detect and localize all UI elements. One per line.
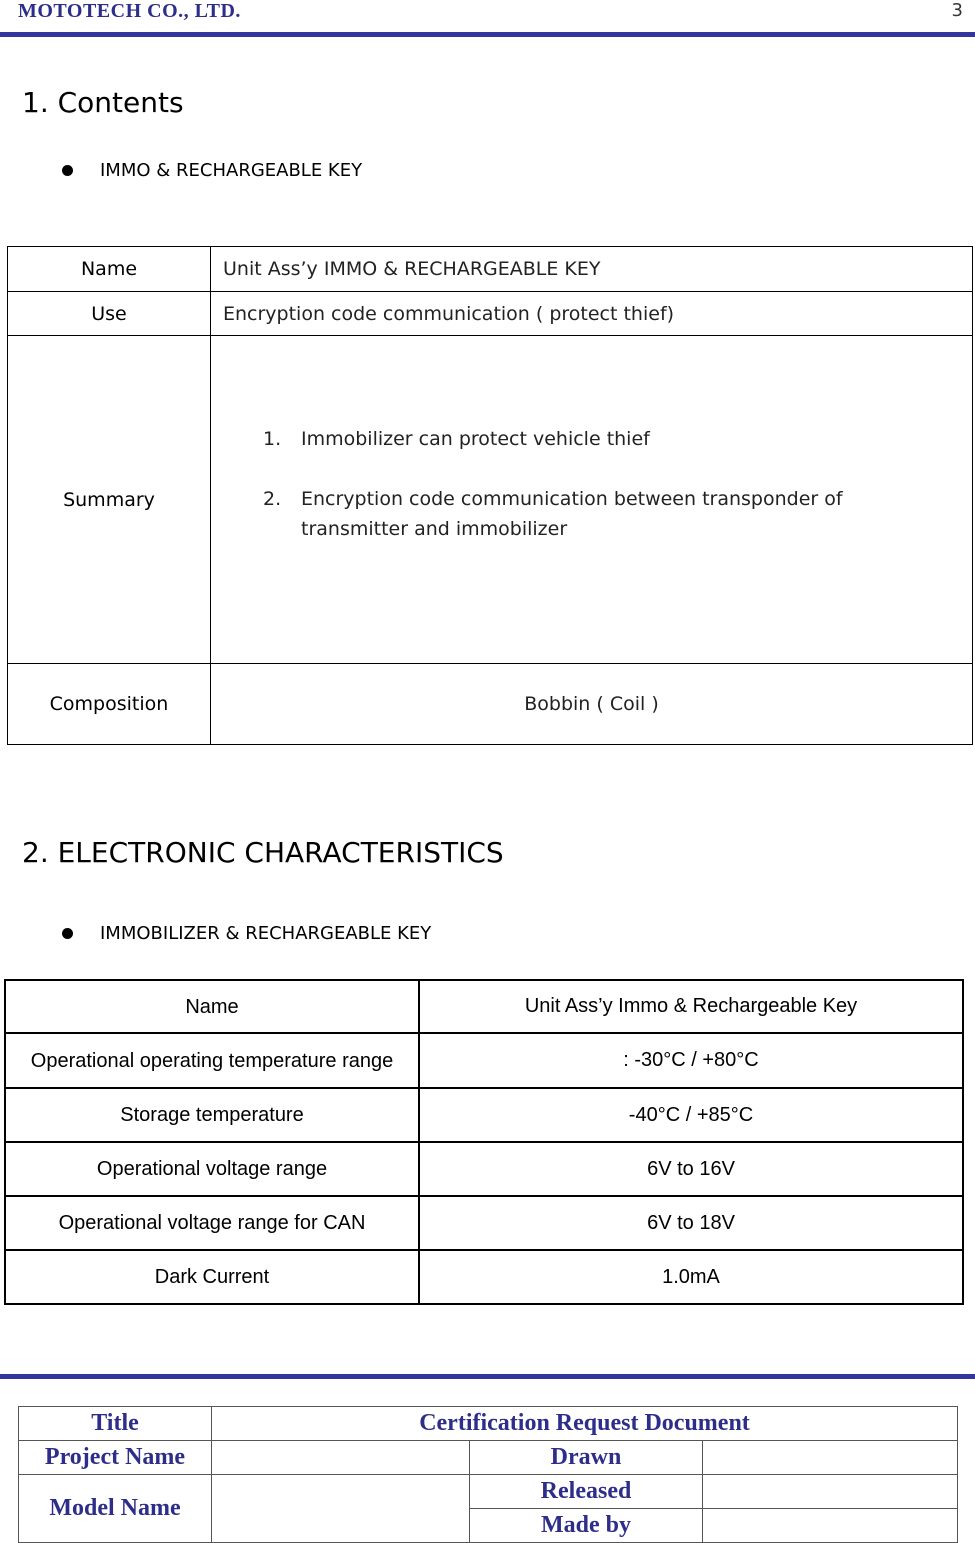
bullet-dot-icon bbox=[62, 165, 73, 176]
row-value: 1.0mA bbox=[419, 1250, 963, 1304]
list-item bbox=[263, 484, 972, 544]
table-row bbox=[8, 664, 973, 745]
section-1-title: 1. Contents bbox=[22, 86, 184, 119]
released-value bbox=[703, 1475, 958, 1509]
bullet-dot-icon bbox=[62, 928, 73, 939]
composition-value: Bobbin ( Coil ) bbox=[211, 664, 973, 745]
row-value: 6V to 18V bbox=[419, 1196, 963, 1250]
section-1-bullet-text: IMMO & RECHARGEABLE KEY bbox=[100, 160, 363, 181]
project-name-value bbox=[212, 1441, 470, 1475]
table-row bbox=[8, 247, 973, 292]
table-row bbox=[5, 1196, 963, 1250]
contents-table bbox=[7, 246, 973, 745]
table-row bbox=[5, 1088, 963, 1142]
footer-rule bbox=[0, 1374, 975, 1379]
section-2-title: 2. ELECTRONIC CHARACTERISTICS bbox=[22, 836, 504, 869]
summary-item-number: 2. bbox=[263, 488, 282, 510]
drawn-label: Drawn bbox=[470, 1441, 703, 1475]
footer-table bbox=[18, 1406, 958, 1543]
header-rule bbox=[0, 32, 975, 37]
table-header-row bbox=[5, 980, 963, 1033]
electronic-characteristics-table bbox=[4, 979, 964, 1305]
table-row bbox=[8, 292, 973, 336]
summary-cell bbox=[211, 336, 973, 664]
summary-item-text: Immobilizer can protect vehicle thief bbox=[301, 428, 650, 450]
project-name-label: Project Name bbox=[19, 1441, 212, 1475]
table-row bbox=[5, 1142, 963, 1196]
table-row bbox=[19, 1475, 958, 1509]
column-header-value: Unit Ass’y Immo & Rechargeable Key bbox=[419, 980, 963, 1033]
row-value: -40°C / +85°C bbox=[419, 1088, 963, 1142]
section-2-bullet-text: IMMOBILIZER & RECHARGEABLE KEY bbox=[100, 923, 432, 944]
company-name: MOTOTECH CO., LTD. bbox=[18, 0, 241, 22]
table-row bbox=[5, 1250, 963, 1304]
list-item bbox=[263, 424, 972, 454]
summary-item-number: 1. bbox=[263, 428, 282, 450]
table-row bbox=[5, 1033, 963, 1088]
title-label: Title bbox=[19, 1407, 212, 1441]
name-value: Unit Ass’y IMMO & RECHARGEABLE KEY bbox=[211, 247, 973, 292]
use-label: Use bbox=[8, 292, 211, 336]
composition-label: Composition bbox=[8, 664, 211, 745]
row-value: 6V to 16V bbox=[419, 1142, 963, 1196]
summary-list bbox=[211, 424, 972, 544]
model-name-value bbox=[212, 1475, 470, 1543]
summary-label: Summary bbox=[8, 336, 211, 664]
released-label: Released bbox=[470, 1475, 703, 1509]
table-row bbox=[19, 1441, 958, 1475]
row-label: Operational voltage range for CAN bbox=[5, 1196, 419, 1250]
table-row bbox=[8, 336, 973, 664]
row-label: Operational operating temperature range bbox=[5, 1033, 419, 1088]
made-by-label: Made by bbox=[470, 1509, 703, 1543]
made-by-value bbox=[703, 1509, 958, 1543]
summary-item-text: Encryption code communication between transponder of transmitter and immobilizer bbox=[301, 488, 843, 540]
use-value: Encryption code communication ( protect thief) bbox=[211, 292, 973, 336]
name-label: Name bbox=[8, 247, 211, 292]
row-label: Storage temperature bbox=[5, 1088, 419, 1142]
column-header-name: Name bbox=[5, 980, 419, 1033]
title-value: Certification Request Document bbox=[212, 1407, 958, 1441]
row-value: : -30°C / +80°C bbox=[419, 1033, 963, 1088]
section-2-bullet bbox=[62, 923, 431, 944]
drawn-value bbox=[703, 1441, 958, 1475]
page-number: 3 bbox=[951, 0, 963, 21]
table-row bbox=[19, 1407, 958, 1441]
model-name-label: Model Name bbox=[19, 1475, 212, 1543]
row-label: Dark Current bbox=[5, 1250, 419, 1304]
row-label: Operational voltage range bbox=[5, 1142, 419, 1196]
section-1-bullet bbox=[62, 160, 362, 181]
